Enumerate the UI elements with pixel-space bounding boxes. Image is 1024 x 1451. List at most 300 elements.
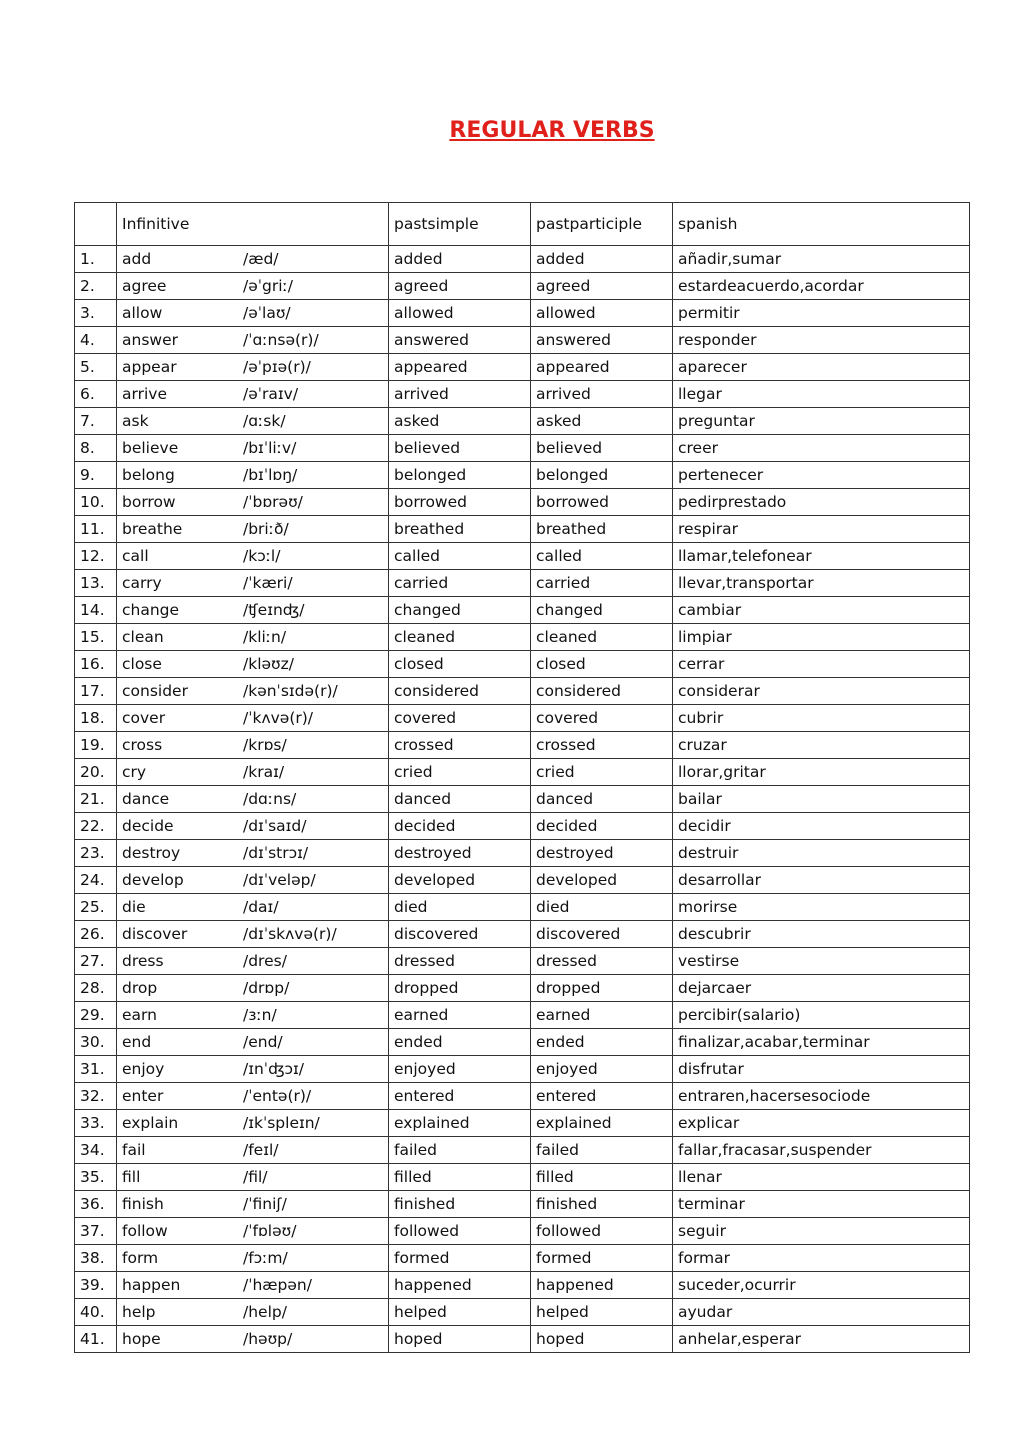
verb-infinitive: appear (122, 358, 177, 376)
row-number: 9. (75, 462, 117, 489)
spanish-cell: formar (673, 1245, 970, 1272)
spanish-cell: permitir (673, 300, 970, 327)
header-number-cell (75, 203, 117, 246)
table-row (75, 1029, 970, 1056)
infinitive-group (122, 327, 383, 353)
verb-pronunciation: /ɜːn/ (243, 1006, 277, 1024)
past-participle-cell: carried (531, 570, 673, 597)
table-row (75, 354, 970, 381)
past-simple-cell: cleaned (389, 624, 531, 651)
verb-pronunciation: /kɔːl/ (243, 547, 281, 565)
verb-pronunciation: /əˈgriː/ (243, 277, 293, 295)
spanish-cell: finalizar,acabar,terminar (673, 1029, 970, 1056)
row-number: 27. (75, 948, 117, 975)
past-simple-cell: earned (389, 1002, 531, 1029)
spanish-cell: terminar (673, 1191, 970, 1218)
past-simple-cell: dressed (389, 948, 531, 975)
infinitive-group (122, 1326, 383, 1352)
past-simple-cell: allowed (389, 300, 531, 327)
verb-pronunciation: /əˈpɪə(r)/ (243, 358, 311, 376)
table-row (75, 705, 970, 732)
past-participle-cell: died (531, 894, 673, 921)
row-number: 13. (75, 570, 117, 597)
infinitive-cell (117, 489, 389, 516)
infinitive-group (122, 867, 383, 893)
table-header-row (75, 203, 970, 246)
row-number: 14. (75, 597, 117, 624)
infinitive-cell (117, 1245, 389, 1272)
spanish-cell: responder (673, 327, 970, 354)
past-participle-cell: added (531, 246, 673, 273)
spanish-cell: anhelar,esperar (673, 1326, 970, 1353)
table-row (75, 273, 970, 300)
infinitive-group (122, 1056, 383, 1082)
infinitive-group (122, 1110, 383, 1136)
row-number: 6. (75, 381, 117, 408)
verb-pronunciation: /ʧeɪnʤ/ (243, 601, 305, 619)
past-simple-cell: filled (389, 1164, 531, 1191)
infinitive-cell (117, 1218, 389, 1245)
infinitive-group (122, 786, 383, 812)
infinitive-group (122, 1083, 383, 1109)
header-past-simple: pastsimple (389, 203, 531, 246)
spanish-cell: cubrir (673, 705, 970, 732)
verb-infinitive: die (122, 898, 146, 916)
verb-infinitive: allow (122, 304, 163, 322)
table-row (75, 246, 970, 273)
verb-pronunciation: /kənˈsɪdə(r)/ (243, 682, 338, 700)
table-row (75, 894, 970, 921)
infinitive-cell (117, 1083, 389, 1110)
verb-infinitive: hope (122, 1330, 161, 1348)
infinitive-cell (117, 786, 389, 813)
verb-infinitive: dance (122, 790, 170, 808)
infinitive-group (122, 570, 383, 596)
verb-infinitive: decide (122, 817, 174, 835)
past-simple-cell: added (389, 246, 531, 273)
infinitive-cell (117, 921, 389, 948)
infinitive-cell (117, 381, 389, 408)
table-row (75, 1164, 970, 1191)
row-number: 7. (75, 408, 117, 435)
verb-pronunciation: /dɪˈsaɪd/ (243, 817, 307, 835)
row-number: 17. (75, 678, 117, 705)
infinitive-cell (117, 1137, 389, 1164)
verb-infinitive: change (122, 601, 180, 619)
verb-pronunciation: /briːð/ (243, 520, 289, 538)
table-row (75, 759, 970, 786)
infinitive-cell (117, 1191, 389, 1218)
verb-infinitive: form (122, 1249, 159, 1267)
row-number: 32. (75, 1083, 117, 1110)
verb-infinitive: enjoy (122, 1060, 165, 1078)
infinitive-group (122, 840, 383, 866)
table-row (75, 786, 970, 813)
row-number: 1. (75, 246, 117, 273)
infinitive-group (122, 894, 383, 920)
infinitive-cell (117, 1056, 389, 1083)
verb-pronunciation: /ˈbɒrəʊ/ (243, 493, 303, 511)
infinitive-cell (117, 435, 389, 462)
past-simple-cell: crossed (389, 732, 531, 759)
infinitive-group (122, 975, 383, 1001)
past-participle-cell: considered (531, 678, 673, 705)
row-number: 5. (75, 354, 117, 381)
past-simple-cell: entered (389, 1083, 531, 1110)
infinitive-group (122, 246, 383, 272)
infinitive-group (122, 651, 383, 677)
verb-pronunciation: /bɪˈlɒŋ/ (243, 466, 298, 484)
past-simple-cell: helped (389, 1299, 531, 1326)
past-simple-cell: decided (389, 813, 531, 840)
past-simple-cell: asked (389, 408, 531, 435)
past-participle-cell: earned (531, 1002, 673, 1029)
row-number: 18. (75, 705, 117, 732)
verbs-table-body (75, 203, 970, 1353)
past-simple-cell: danced (389, 786, 531, 813)
spanish-cell: decidir (673, 813, 970, 840)
infinitive-group (122, 732, 383, 758)
past-simple-cell: explained (389, 1110, 531, 1137)
spanish-cell: pertenecer (673, 462, 970, 489)
infinitive-cell (117, 678, 389, 705)
past-simple-cell: answered (389, 327, 531, 354)
table-row (75, 327, 970, 354)
table-row (75, 300, 970, 327)
past-participle-cell: answered (531, 327, 673, 354)
spanish-cell: bailar (673, 786, 970, 813)
row-number: 12. (75, 543, 117, 570)
table-row (75, 921, 970, 948)
verb-pronunciation: /daɪ/ (243, 898, 279, 916)
spanish-cell: estardeacuerdo,acordar (673, 273, 970, 300)
infinitive-group (122, 408, 383, 434)
spanish-cell: fallar,fracasar,suspender (673, 1137, 970, 1164)
past-participle-cell: failed (531, 1137, 673, 1164)
verb-pronunciation: /end/ (243, 1033, 283, 1051)
spanish-cell: llenar (673, 1164, 970, 1191)
verb-pronunciation: /ˈfɒləʊ/ (243, 1222, 297, 1240)
table-row (75, 543, 970, 570)
infinitive-cell (117, 1110, 389, 1137)
past-simple-cell: happened (389, 1272, 531, 1299)
row-number: 21. (75, 786, 117, 813)
verb-pronunciation: /dɪˈveləp/ (243, 871, 316, 889)
verb-infinitive: close (122, 655, 162, 673)
table-row (75, 651, 970, 678)
spanish-cell: aparecer (673, 354, 970, 381)
infinitive-group (122, 759, 383, 785)
past-simple-cell: died (389, 894, 531, 921)
row-number: 35. (75, 1164, 117, 1191)
spanish-cell: creer (673, 435, 970, 462)
table-row (75, 1110, 970, 1137)
past-participle-cell: followed (531, 1218, 673, 1245)
past-participle-cell: allowed (531, 300, 673, 327)
infinitive-cell (117, 732, 389, 759)
verb-pronunciation: /ˈkʌvə(r)/ (243, 709, 314, 727)
past-simple-cell: developed (389, 867, 531, 894)
past-participle-cell: finished (531, 1191, 673, 1218)
spanish-cell: cambiar (673, 597, 970, 624)
infinitive-cell (117, 1164, 389, 1191)
infinitive-group (122, 1191, 383, 1217)
infinitive-cell (117, 1272, 389, 1299)
infinitive-cell (117, 462, 389, 489)
past-simple-cell: closed (389, 651, 531, 678)
verb-pronunciation: /bɪˈliːv/ (243, 439, 297, 457)
spanish-cell: destruir (673, 840, 970, 867)
row-number: 29. (75, 1002, 117, 1029)
past-participle-cell: changed (531, 597, 673, 624)
infinitive-group (122, 1137, 383, 1163)
verb-infinitive: explain (122, 1114, 179, 1132)
infinitive-cell (117, 1002, 389, 1029)
infinitive-group (122, 1299, 383, 1325)
infinitive-cell (117, 354, 389, 381)
verb-pronunciation: /kraɪ/ (243, 763, 285, 781)
spanish-cell: explicar (673, 1110, 970, 1137)
past-participle-cell: believed (531, 435, 673, 462)
verb-pronunciation: /æd/ (243, 250, 279, 268)
table-row (75, 516, 970, 543)
past-simple-cell: enjoyed (389, 1056, 531, 1083)
spanish-cell: morirse (673, 894, 970, 921)
table-row (75, 1191, 970, 1218)
infinitive-cell (117, 867, 389, 894)
spanish-cell: limpiar (673, 624, 970, 651)
infinitive-group (122, 516, 383, 542)
infinitive-group (122, 435, 383, 461)
infinitive-cell (117, 408, 389, 435)
past-participle-cell: cried (531, 759, 673, 786)
verb-infinitive: enter (122, 1087, 164, 1105)
table-row (75, 1137, 970, 1164)
table-row (75, 732, 970, 759)
past-simple-cell: borrowed (389, 489, 531, 516)
infinitive-cell (117, 543, 389, 570)
row-number: 10. (75, 489, 117, 516)
row-number: 38. (75, 1245, 117, 1272)
past-participle-cell: cleaned (531, 624, 673, 651)
table-row (75, 462, 970, 489)
past-simple-cell: considered (389, 678, 531, 705)
infinitive-cell (117, 705, 389, 732)
verb-pronunciation: /ˈentə(r)/ (243, 1087, 312, 1105)
infinitive-cell (117, 624, 389, 651)
verb-pronunciation: /əˈlaʊ/ (243, 304, 291, 322)
past-participle-cell: developed (531, 867, 673, 894)
verb-pronunciation: /dɑːns/ (243, 790, 297, 808)
infinitive-group (122, 1218, 383, 1244)
verbs-table (74, 202, 970, 1353)
table-row (75, 867, 970, 894)
infinitive-cell (117, 813, 389, 840)
past-participle-cell: arrived (531, 381, 673, 408)
row-number: 28. (75, 975, 117, 1002)
past-participle-cell: covered (531, 705, 673, 732)
verb-pronunciation: /ɪkˈspleɪn/ (243, 1114, 320, 1132)
table-row (75, 1056, 970, 1083)
verb-pronunciation: /fil/ (243, 1168, 268, 1186)
header-infinitive: Infinitive (117, 203, 389, 246)
spanish-cell: cruzar (673, 732, 970, 759)
past-simple-cell: agreed (389, 273, 531, 300)
infinitive-cell (117, 516, 389, 543)
infinitive-group (122, 1272, 383, 1298)
past-participle-cell: dressed (531, 948, 673, 975)
verb-infinitive: drop (122, 979, 158, 997)
past-participle-cell: crossed (531, 732, 673, 759)
row-number: 37. (75, 1218, 117, 1245)
spanish-cell: cerrar (673, 651, 970, 678)
table-row (75, 1326, 970, 1353)
infinitive-group (122, 1029, 383, 1055)
verb-infinitive: carry (122, 574, 162, 592)
verb-infinitive: arrive (122, 385, 167, 403)
table-row (75, 381, 970, 408)
verb-pronunciation: /dres/ (243, 952, 287, 970)
verb-infinitive: belong (122, 466, 175, 484)
past-participle-cell: called (531, 543, 673, 570)
spanish-cell: vestirse (673, 948, 970, 975)
row-number: 2. (75, 273, 117, 300)
infinitive-group (122, 948, 383, 974)
infinitive-cell (117, 1029, 389, 1056)
verb-infinitive: dress (122, 952, 164, 970)
row-number: 33. (75, 1110, 117, 1137)
past-simple-cell: carried (389, 570, 531, 597)
infinitive-group (122, 678, 383, 704)
infinitive-cell (117, 840, 389, 867)
past-participle-cell: belonged (531, 462, 673, 489)
verb-pronunciation: /dɪˈskʌvə(r)/ (243, 925, 337, 943)
infinitive-group (122, 624, 383, 650)
row-number: 20. (75, 759, 117, 786)
past-participle-cell: destroyed (531, 840, 673, 867)
infinitive-cell (117, 327, 389, 354)
verb-pronunciation: /ɪnˈʤɔɪ/ (243, 1060, 304, 1078)
table-row (75, 948, 970, 975)
past-participle-cell: entered (531, 1083, 673, 1110)
verb-pronunciation: /kləʊz/ (243, 655, 294, 673)
spanish-cell: llamar,telefonear (673, 543, 970, 570)
header-past-participle: pastparticiple (531, 203, 673, 246)
infinitive-cell (117, 759, 389, 786)
verb-pronunciation: /əˈraɪv/ (243, 385, 299, 403)
header-spanish: spanish (673, 203, 970, 246)
row-number: 11. (75, 516, 117, 543)
row-number: 22. (75, 813, 117, 840)
past-participle-cell: asked (531, 408, 673, 435)
verb-infinitive: clean (122, 628, 164, 646)
verb-infinitive: cross (122, 736, 163, 754)
table-row (75, 570, 970, 597)
past-simple-cell: covered (389, 705, 531, 732)
verb-infinitive: ask (122, 412, 149, 430)
past-participle-cell: closed (531, 651, 673, 678)
past-simple-cell: followed (389, 1218, 531, 1245)
infinitive-group (122, 813, 383, 839)
verb-infinitive: discover (122, 925, 188, 943)
spanish-cell: descubrir (673, 921, 970, 948)
verb-infinitive: end (122, 1033, 152, 1051)
verb-infinitive: consider (122, 682, 188, 700)
verb-pronunciation: /kliːn/ (243, 628, 287, 646)
table-row (75, 435, 970, 462)
past-simple-cell: belonged (389, 462, 531, 489)
verb-infinitive: believe (122, 439, 179, 457)
verb-infinitive: borrow (122, 493, 176, 511)
spanish-cell: ayudar (673, 1299, 970, 1326)
verb-infinitive: earn (122, 1006, 157, 1024)
past-participle-cell: hoped (531, 1326, 673, 1353)
infinitive-cell (117, 570, 389, 597)
spanish-cell: seguir (673, 1218, 970, 1245)
row-number: 16. (75, 651, 117, 678)
table-row (75, 1002, 970, 1029)
spanish-cell: preguntar (673, 408, 970, 435)
row-number: 36. (75, 1191, 117, 1218)
verb-infinitive: finish (122, 1195, 164, 1213)
table-row (75, 678, 970, 705)
infinitive-group (122, 300, 383, 326)
verb-pronunciation: /ˈfiniʃ/ (243, 1195, 287, 1213)
infinitive-cell (117, 1299, 389, 1326)
spanish-cell: disfrutar (673, 1056, 970, 1083)
infinitive-group (122, 1245, 383, 1271)
past-participle-cell: helped (531, 1299, 673, 1326)
past-participle-cell: filled (531, 1164, 673, 1191)
verb-pronunciation: /ɑːsk/ (243, 412, 286, 430)
table-row (75, 813, 970, 840)
infinitive-group (122, 1002, 383, 1028)
past-simple-cell: destroyed (389, 840, 531, 867)
table-row (75, 1245, 970, 1272)
past-participle-cell: dropped (531, 975, 673, 1002)
spanish-cell: respirar (673, 516, 970, 543)
verb-pronunciation: /ˈɑːnsə(r)/ (243, 331, 319, 349)
row-number: 23. (75, 840, 117, 867)
past-simple-cell: failed (389, 1137, 531, 1164)
row-number: 3. (75, 300, 117, 327)
verb-infinitive: follow (122, 1222, 168, 1240)
infinitive-group (122, 597, 383, 623)
spanish-cell: entraren,hacersesociode (673, 1083, 970, 1110)
verb-pronunciation: /həʊp/ (243, 1330, 293, 1348)
infinitive-cell (117, 246, 389, 273)
past-simple-cell: appeared (389, 354, 531, 381)
past-participle-cell: discovered (531, 921, 673, 948)
past-participle-cell: explained (531, 1110, 673, 1137)
infinitive-group (122, 921, 383, 947)
table-row (75, 408, 970, 435)
spanish-cell: llorar,gritar (673, 759, 970, 786)
spanish-cell: dejarcaer (673, 975, 970, 1002)
past-participle-cell: borrowed (531, 489, 673, 516)
table-row (75, 1299, 970, 1326)
verb-pronunciation: /help/ (243, 1303, 287, 1321)
table-row (75, 624, 970, 651)
verb-infinitive: destroy (122, 844, 181, 862)
past-simple-cell: changed (389, 597, 531, 624)
verb-infinitive: cover (122, 709, 166, 727)
verb-infinitive: agree (122, 277, 167, 295)
infinitive-group (122, 462, 383, 488)
verb-infinitive: add (122, 250, 152, 268)
spanish-cell: llegar (673, 381, 970, 408)
row-number: 4. (75, 327, 117, 354)
